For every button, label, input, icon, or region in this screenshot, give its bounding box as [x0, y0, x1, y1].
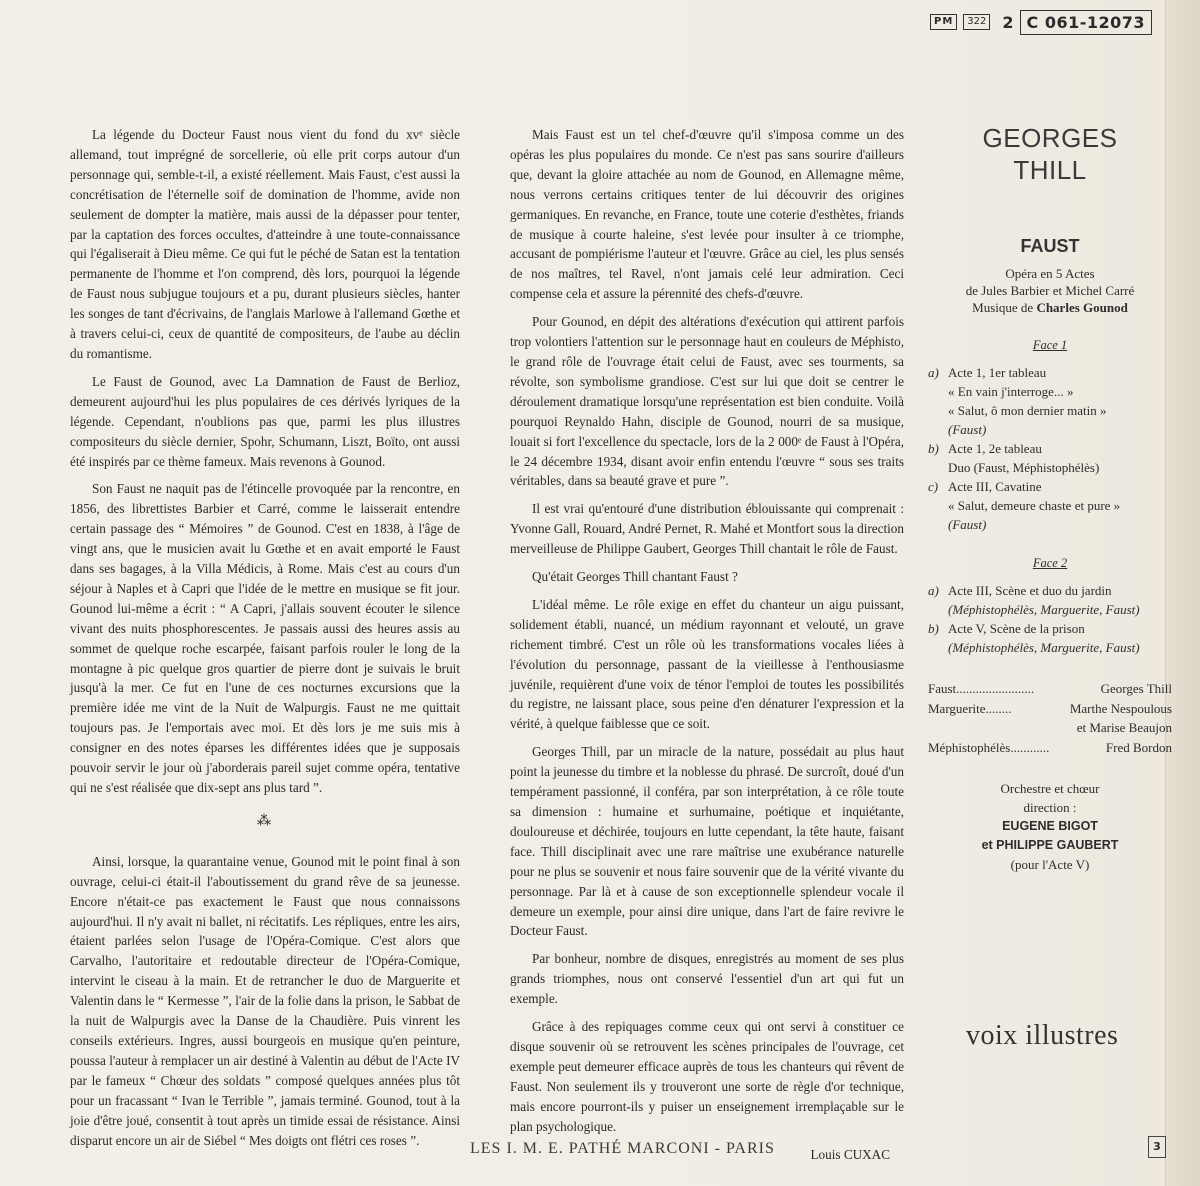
track-item: [928, 363, 1172, 439]
sidebar-column: [928, 120, 1172, 874]
track-line: (Méphistophélès, Marguerite, Faust): [948, 602, 1140, 617]
work-subtitle: [928, 265, 1172, 316]
artist-name: [928, 122, 1172, 186]
essay-paragraph: Par bonheur, nombre de disques, enregistrés au moment de ses plus grands triomphes, nous ont conservé l'essentiel d'un art qui fut un exemple.: [510, 951, 904, 1007]
cast-row: [928, 679, 1172, 699]
work-title: FAUST: [1020, 236, 1080, 256]
cast-row: [928, 738, 1172, 758]
face-2-heading: Face 2: [1032, 556, 1068, 570]
track-line: (Faust): [948, 517, 987, 532]
track-item: [928, 439, 1172, 477]
conductor-name: et PHILIPPE GAUBERT: [981, 838, 1119, 852]
composer-name: Charles Gounod: [1036, 300, 1128, 315]
pm-number: 322: [963, 14, 990, 30]
essay-paragraph: La légende du Docteur Faust nous vient du fond du xvᵉ siècle allemand, tout imprégné de sorcellerie, où elle prit corps autour d'un personnage qui, semble-t-il, a existé réellement. Mais Faust, c'est aussi la concrétisation de l'éternelle soif de domination de l'homme, avide non seulement de dompter la matière, mais aussi de la dépasser pour tenter, par la captation des forces occultes, d'atteindre à une toute-connaissance qui l'égaliserait à Dieu même. Ce qui fut le péché de Satan est la tentation permanente de l'homme et l'on comprend, dès lors, pourquoi la légende de Faust nous subjugue toujours et a pu, durant plusieurs siècles, hanter les songes de tant d'écrivains, de l'anglais Marlowe à l'allemand Gœthe et à travers celui-ci, ceux de quantité de compositeurs, de l'aube au déclin du romantisme.: [70, 127, 460, 361]
essay-column-2: [510, 125, 904, 1164]
track-line: Acte V, Scène de la prison: [948, 621, 1085, 636]
track-letter: b): [928, 621, 939, 636]
corner-mark: 3: [1148, 1136, 1166, 1158]
cast-row: [928, 699, 1172, 719]
composer-prefix: Musique de: [972, 300, 1034, 315]
face-1-heading: Face 1: [1032, 338, 1068, 352]
track-line: Acte 1, 2e tableau: [948, 441, 1042, 456]
cast-singer: Marthe Nespoulous: [1069, 700, 1172, 716]
cast-singer: et Marise Beaujon: [1076, 720, 1172, 735]
artist-last-name: THILL: [1013, 155, 1087, 185]
track-letter: c): [928, 479, 939, 494]
track-line: Acte III, Scène et duo du jardin: [948, 583, 1112, 598]
essay-signature: Louis CUXAC: [810, 1146, 890, 1162]
track-line: (Faust): [948, 422, 987, 437]
orchestra-line: Orchestre et chœur: [1000, 781, 1100, 796]
track-line: Duo (Faust, Méphistophélès): [948, 460, 1100, 475]
catalog-number: C 061-12073: [1020, 10, 1153, 35]
essay-paragraph: Mais Faust est un tel chef-d'œuvre qu'il s'imposa comme un des opéras les plus populaires du monde. Ce n'est pas sans sourire d'ailleurs que, devant la gloire attachée au nom de Gounod, en Allemagne même, nous verrons certains critiques tenter de lui découvrir des origines germaniques. En revanche, en France, toute une coterie d'esthètes, friands de musique à courte haleine, s'est levée pour insulter à ce triomphe, accusant de pompiérisme l'auteur et l'œuvre. Grâce au ciel, les plus sensés de nos maîtres, tel Ravel, n'ont jamais celé leur admiration. Ceci compense cela et assure la pérennité des chefs-d'œuvre.: [510, 127, 904, 302]
track-item: [928, 619, 1172, 657]
essay-paragraph: Grâce à des repiquages comme ceux qui ont servi à constituer ce disque souvenir où se retrouvent les scènes principales de l'ouvrage, cet exemple peut demeurer efficace auprès de tous les chanteurs qui rêvent de Faust. Non seulement ils y trouveront une sorte de règle d'or technique, mais encore pourront-ils y puiser un enseignement irremplaçable sur le plan psychologique.: [510, 1019, 904, 1134]
track-item: [928, 581, 1172, 619]
face-2-tracklist: [928, 581, 1172, 657]
track-line: « Salut, ô mon dernier matin »: [948, 403, 1107, 418]
asterism-divider: ⁂: [257, 813, 273, 829]
artist-first-name: GEORGES: [982, 123, 1118, 153]
essay-paragraph: Georges Thill, par un miracle de la nature, possédait au plus haut point la jeunesse du timbre et la noblesse du phrasé. De surcroît, doué d'un tempérament passionné, il conféra, par son interprétation, à ce rôle toute sa dimension : humaine et surhumaine, poétique et inquiétante, douloureuse et déchirée, toujours en lutte cependant, la tête haute, faisant face. Thill disciplinait avec une rare maîtrise une exubérance naturelle pour ne plus se souvenir et nous faire souvenir que de la vérité vivante du personnage. Par là et à cause de son exceptionnelle splendeur vocale il demeure un exemple, pour ainsi dire unique, dans l'art de faire revivre le Docteur Faust.: [510, 744, 904, 939]
track-line: (Méphistophélès, Marguerite, Faust): [948, 640, 1140, 655]
publisher-footer: LES I. M. E. PATHÉ MARCONI - PARIS: [470, 1140, 775, 1157]
series-title: voix illustres: [966, 1020, 1119, 1051]
essay-paragraph: Il est vrai qu'entouré d'une distribution éblouissante qui comprenait : Yvonne Gall, Rouard, André Pernet, R. Mahé et Montfort sous la direction merveilleuse de Philippe Gaubert, Georges Thill chantait le rôle de Faust.: [510, 501, 904, 557]
catalog-face: 2: [1002, 12, 1014, 32]
orchestra-credit: [928, 779, 1172, 874]
essay-paragraph: Le Faust de Gounod, avec La Damnation de Faust de Berlioz, demeurent aujourd'hui les plus populaires de ces dérivés lyriques de la légende. Cependant, n'oublions pas que, parmi les plus illustres compositeurs du siècle dernier, Spohr, Schumann, Liszt, Boïto, ont aussi été inspirés par ce thème fameux. Mais revenons à Gounod.: [70, 373, 460, 469]
cast-singer: Georges Thill: [1100, 681, 1172, 696]
essay-paragraph: Qu'était Georges Thill chantant Faust ?: [532, 569, 738, 585]
conductor-note: (pour l'Acte V): [1010, 857, 1090, 872]
catalog-block: [930, 8, 1154, 36]
cast-role: Méphistophélès............: [928, 739, 1050, 755]
cast-row: [928, 718, 1172, 738]
cast-singer: Fred Bordon: [1105, 739, 1172, 755]
track-item: [928, 477, 1172, 534]
track-line: Acte III, Cavatine: [948, 479, 1042, 494]
face-1-tracklist: [928, 363, 1172, 534]
track-line: Acte 1, 1er tableau: [948, 365, 1047, 380]
conductor-name: EUGENE BIGOT: [1002, 819, 1098, 833]
essay-paragraph: Ainsi, lorsque, la quarantaine venue, Gounod mit le point final à son ouvrage, celui-ci était-il l'aboutissement du grand rêve de sa jeunesse. Encore n'était-ce pas exactement le Faust que nous connaissons aujourd'hui. Il n'y avait ni ballet, ni récitatifs. Les répliques, entre les airs, étaient parlées selon l'usage de l'Opéra-Comique. C'est alors que Carvalho, l'autoritaire et redoutable directeur de l'Opéra-Comique, intervint le ciseau à la main. Et de retrancher le duo de Marguerite et Valentin dans le “ Kermesse ”, l'air de la folie dans la prison, le Sabbat de la nuit de Walpurgis avec la Danse de la Chaudière. Puis vinrent les conseils extérieurs. Ingres, aussi bourgeois en musique qu'en peinture, poussa l'auteur à remplacer un air destiné à Valentin au début de l'Acte IV par le fameux “ Chœur des soldats ” composé quelques années plus tôt pour un fracassant “ Ivan le Terrible ”, jamais terminé. Gounod, tout à la joie d'être joué, consentit à tout après un timide essai de résistance. Ainsi disparut encore un air de Siébel “ Mes doigts ont flétri ces roses ”.: [70, 853, 460, 1148]
track-letter: a): [928, 365, 939, 380]
track-line: « En vain j'interroge... »: [948, 384, 1074, 399]
essay-paragraph: Pour Gounod, en dépit des altérations d'exécution qui attirent parfois trop volontiers l'attention sur le personnage haut en couleurs de Méphisto, le grand rôle de l'ouvrage était celui de Faust, avec ses tourments, sa révolte, son symbolisme grandiose. C'est sur lui que doit se centrer le déroulement dramatique lorsqu'une représentation est bien conduite. Voilà pourquoi Reynaldo Hahn, disciple de Gounod, nourri de sa musique, louait si fort l'excellence du spectacle, lors de la 2 000ᵉ de Faust à l'Opéra, le 24 décembre 1934, disant avoir enfin entendu l'œuvre “ sous ses traits véritables, dans sa beauté grave et pure ”.: [510, 314, 904, 489]
work-subtitle-line: de Jules Barbier et Michel Carré: [965, 283, 1135, 298]
essay-paragraph: Son Faust ne naquit pas de l'étincelle provoquée par la rencontre, en 1856, des librettistes Barbier et Carré, comme le laisserait entendre certain passage des “ Mémoires ” de Gounod. C'est en 1838, à l'âge de vingt ans, que le musicien avait lu Gœthe et en avait emporté le Faust dans ses bagages, à la Villa Médicis, à Rome. Mais c'est au cours d'un séjour à Naples et à Capri que l'idée de le mettre en musique se fit jour. Gounod lui-même a écrit : “ A Capri, j'allais souvent écouter le silence vivant des nuits phosphorescentes. Je passais aussi des heures assis au sommet de quelque roche escarpée, faisant parfois rouler le long de la montagne à pic quelque gros quartier de pierre dont je suivais le bruit jusqu'à la mer. Ce fut en l'une de ces nocturnes excursions que la première idée me vint de la Nuit de Walpurgis. Faust ne me quittait toujours pas. Je l'emportais avec moi. Et dès lors je me suis mis à consigner en des notes éparses les différentes idées que je supposais pouvoir servir le jour où j'aborderais pareil sujet comme opéra, tentative qui ne s'est réalisée que dix-sept ans plus tard ”.: [70, 481, 460, 795]
essay-column-1: [70, 125, 460, 1158]
cast-list: [928, 679, 1172, 757]
work-subtitle-line: [928, 299, 1172, 316]
orchestra-line: direction :: [1023, 800, 1077, 815]
track-letter: a): [928, 583, 939, 598]
cast-role: Marguerite........: [928, 700, 1012, 716]
track-body: [948, 581, 1172, 619]
track-letter: b): [928, 441, 939, 456]
track-line: « Salut, demeure chaste et pure »: [948, 498, 1121, 513]
work-subtitle-line: Opéra en 5 Actes: [1005, 266, 1095, 281]
track-body: [948, 363, 1172, 439]
track-body: [948, 619, 1172, 657]
essay-paragraph: L'idéal même. Le rôle exige en effet du chanteur un aigu puissant, solidement établi, nuancé, un médium rayonnant et velouté, un grave richement timbré. C'est un rôle où les transformations vocales liées à l'évolution du personnage, passant de la vieillesse à l'enthousiasme juvénile, requièrent d'une voix de ténor l'emploi de toutes les possibilités du registre, ne laissant place, sous peine d'en dénaturer l'expression et la vérité, à quelque faiblesse que ce soit.: [510, 596, 904, 732]
cast-role: Faust........................: [928, 681, 1035, 696]
pm-label: PM: [930, 14, 957, 30]
track-body: [948, 439, 1172, 477]
track-body: [948, 477, 1172, 534]
